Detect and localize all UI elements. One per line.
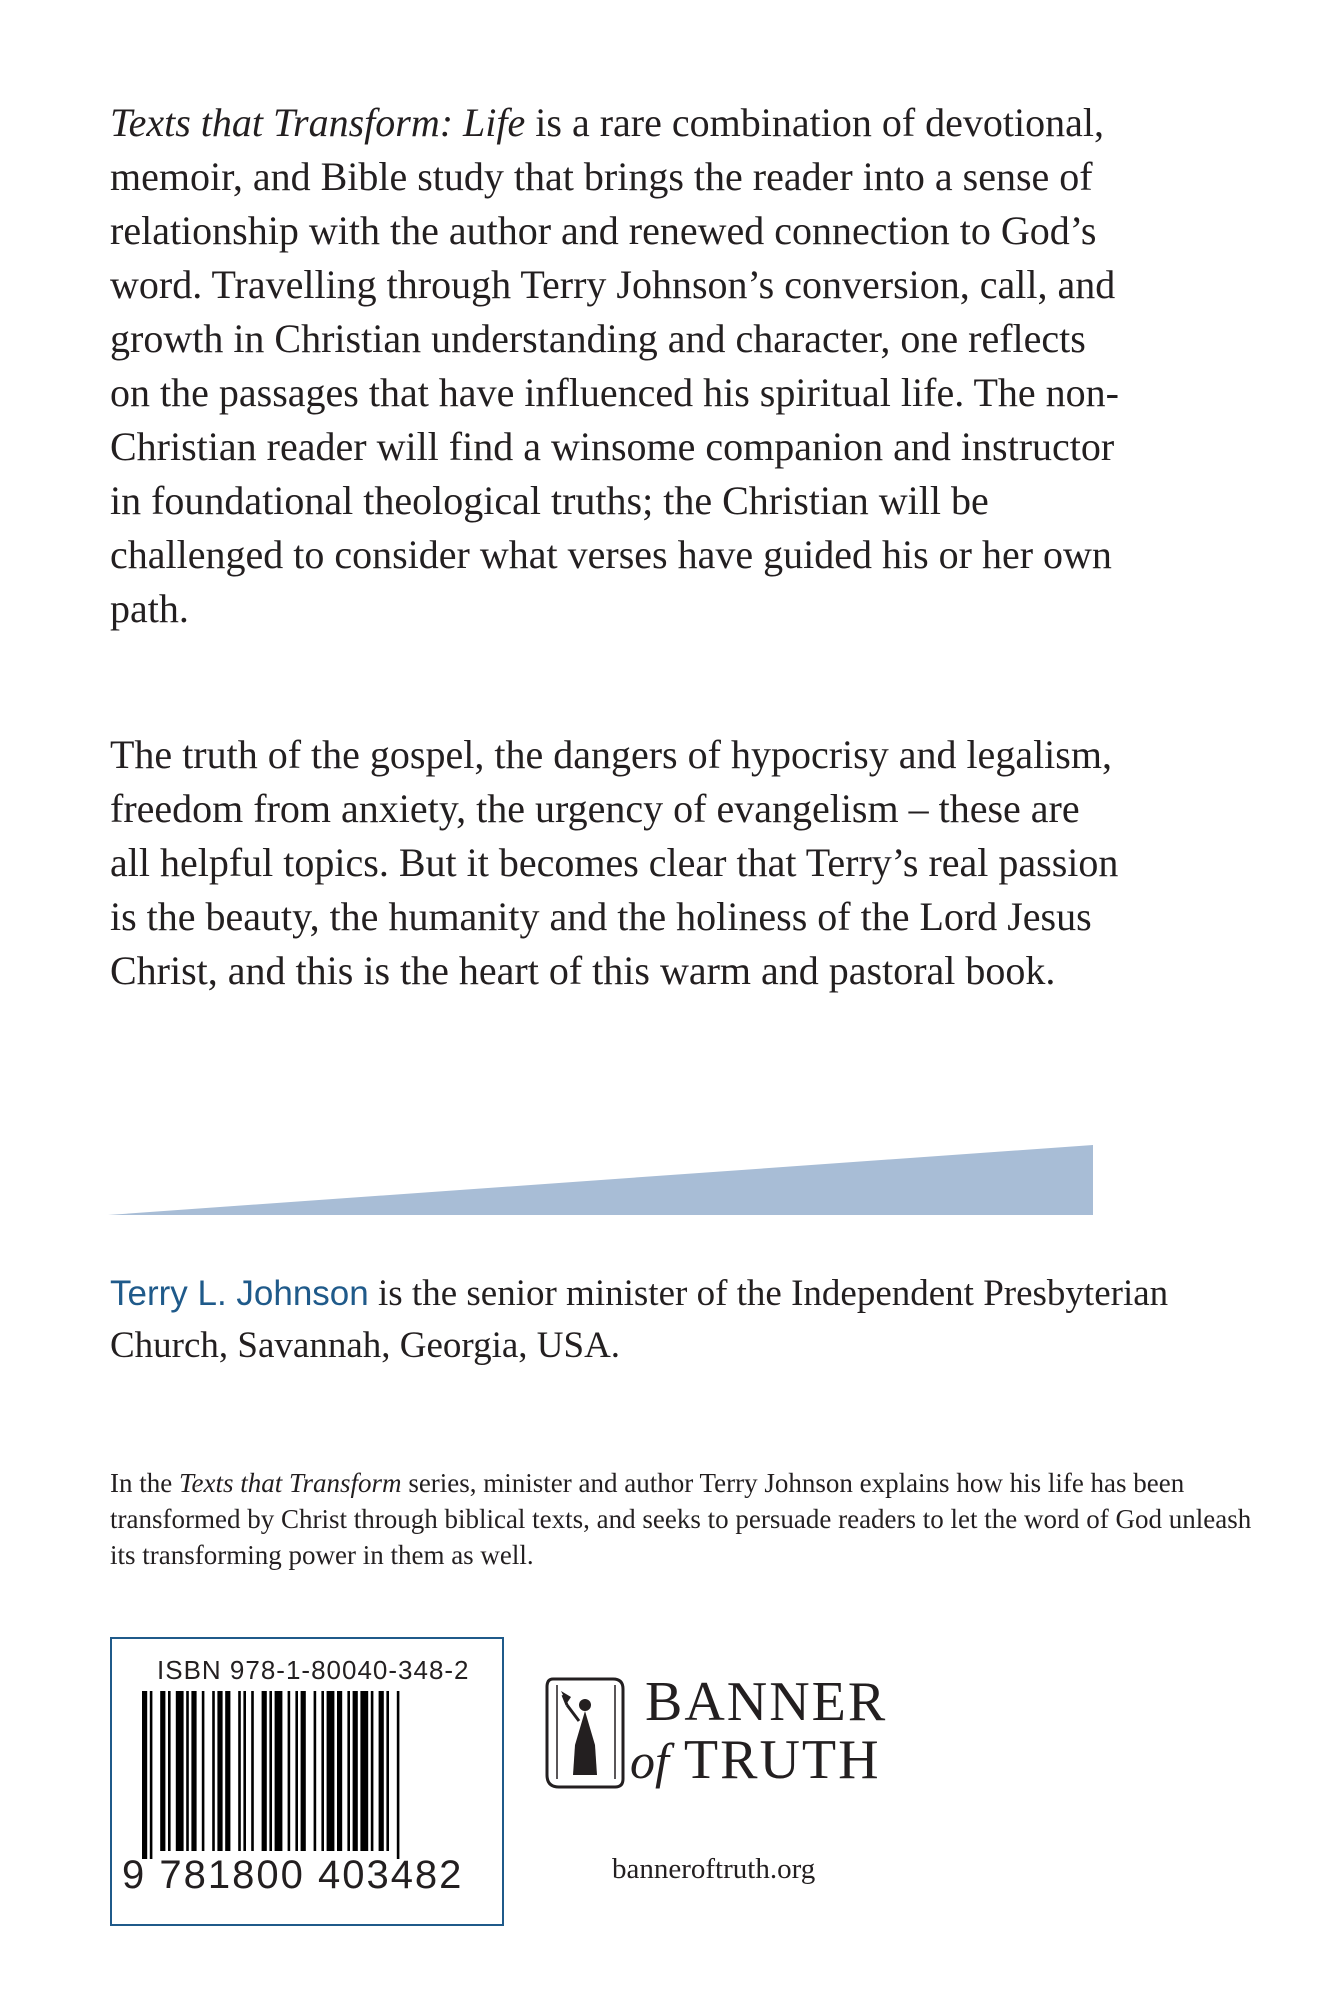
barcode-box	[110, 1637, 504, 1926]
series-text: series, minister and author Terry Johnson explains how his life has been transformed by Christ through biblical texts, and seeks to persuade readers to let the word of God unleash its transforming power in them as well.	[110, 1468, 1252, 1570]
blurb-paragraph-1-text: is a rare combination of devotional, memoir, and Bible study that brings the reader into a sense of relationship with the author and renewed connection to God’s word. Travelling through Terry Johnson’s conversion, call, and growth in Christian understanding and character, one reflects on the passages that have influenced his spiritual life. The non-Christian reader will find a winsome companion and instructor in foundational theological truths; the Christian will be challenged to consider what verses have guided his or her own path.	[110, 100, 1119, 631]
publisher-logo-icon	[545, 1675, 625, 1795]
publisher-truth: TRUTH	[668, 1729, 881, 1791]
isbn-label: ISBN 978-1-80040-348-2	[157, 1655, 470, 1685]
series-prefix: In the	[110, 1468, 179, 1498]
publisher-website[interactable]: banneroftruth.org	[612, 1853, 816, 1885]
author-name: Terry L. Johnson	[110, 1274, 369, 1313]
blurb-paragraph-1	[110, 96, 1120, 636]
barcode-icon	[142, 1691, 472, 1859]
author-bio	[110, 1268, 1230, 1372]
publisher-name-line1: BANNER	[645, 1671, 888, 1733]
author-bio-text: is the senior minister of the Independent Presbyterian Church, Savannah, Georgia, USA.	[110, 1273, 1169, 1366]
blurb-paragraph-2: The truth of the gospel, the dangers of hypocrisy and legalism, freedom from anxiety, the urgency of evangelism – these are all helpful topics. But it becomes clear that Terry’s real passion is the beauty, the humanity and the holiness of the Lord Jesus Christ, and this is the heart of this warm and pastoral book.	[110, 732, 1119, 993]
barcode-digits: 9 781800 403482	[122, 1853, 464, 1897]
series-description	[110, 1465, 1270, 1573]
book-title: Texts that Transform: Life	[110, 100, 526, 145]
publisher-name-line2	[630, 1730, 881, 1791]
decorative-wedge	[108, 1145, 1093, 1215]
publisher-of: of	[630, 1733, 669, 1789]
series-title: Texts that Transform	[178, 1468, 402, 1498]
